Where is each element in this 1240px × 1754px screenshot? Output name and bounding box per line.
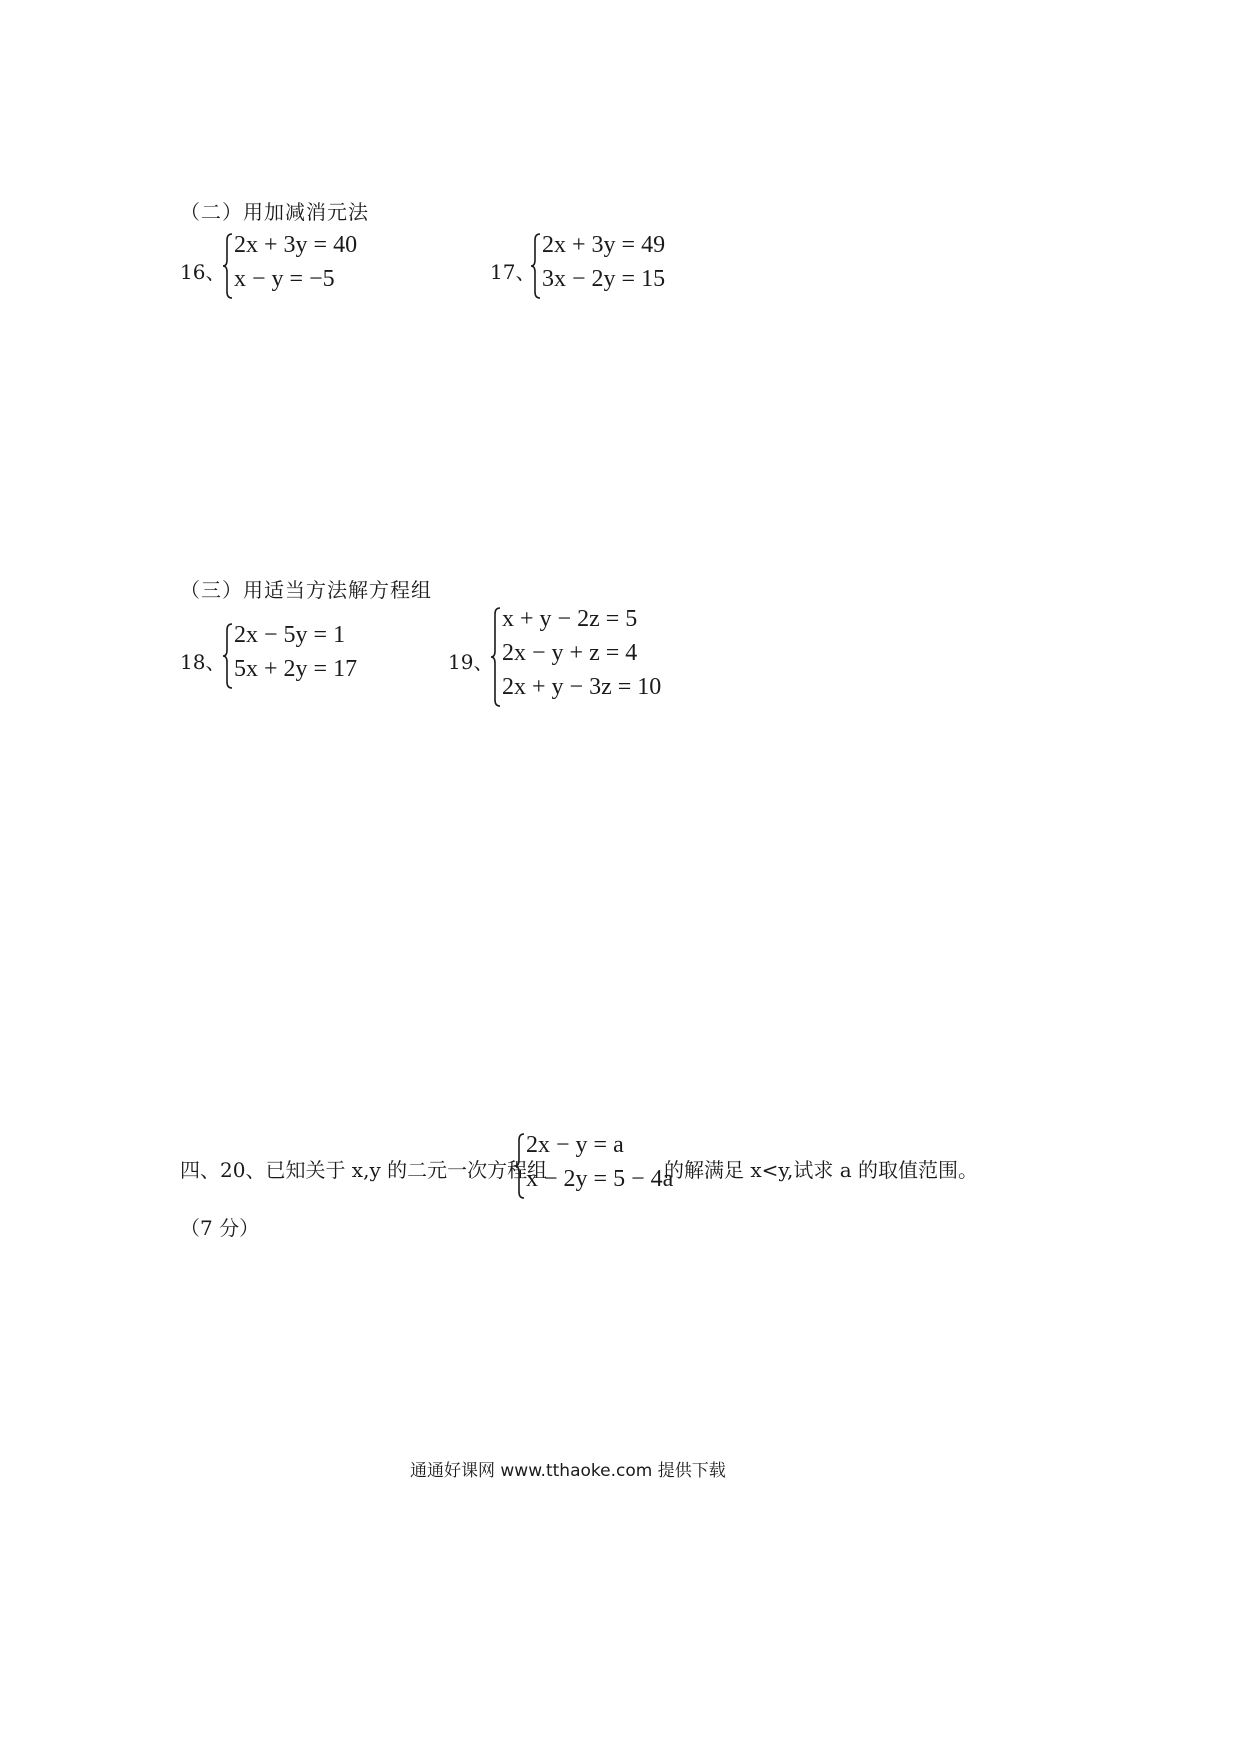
question-17-system [530,232,680,300]
question-17-equation-2: 3x − 2y = 15 [542,266,666,292]
footer-text: 通通好课网 www.tthaoke.com 提供下载 [410,1461,726,1481]
question-17-number: 17、 [490,260,536,284]
section-2-heading: （二）用加减消元法 [180,200,369,224]
question-16-equation-1: 2x + 3y = 40 [234,232,358,258]
question-20-suffix: 的解满足 x<y,试求 a 的取值范围。 [664,1158,979,1182]
question-16-system [222,232,372,300]
brace-icon [530,232,542,300]
question-20-prefix: 四、20、已知关于 x,y 的二元一次方程组 [180,1158,548,1182]
question-19-system [490,606,670,708]
question-20-equation-2: x − 2y = 5 − 4a [526,1166,674,1192]
question-17-equation-1: 2x + 3y = 49 [542,232,666,258]
question-20-points: （7 分） [180,1216,260,1240]
question-18-equation-2: 5x + 2y = 17 [234,656,358,682]
brace-icon [490,606,502,708]
question-18-system [222,622,372,690]
question-18-equation-1: 2x − 5y = 1 [234,622,346,648]
brace-icon [222,232,234,300]
question-16-number: 16、 [180,260,226,284]
question-20-system [514,1132,674,1200]
question-18-number: 18、 [180,650,226,674]
question-19-number: 19、 [448,650,494,674]
question-19-equation-2: 2x − y + z = 4 [502,640,638,666]
question-19-equation-3: 2x + y − 3z = 10 [502,674,662,700]
question-19-equation-1: x + y − 2z = 5 [502,606,638,632]
brace-icon [222,622,234,690]
brace-icon [514,1132,526,1200]
question-20-equation-1: 2x − y = a [526,1132,624,1158]
question-16-equation-2: x − y = −5 [234,266,335,292]
section-3-heading: （三）用适当方法解方程组 [180,578,432,602]
